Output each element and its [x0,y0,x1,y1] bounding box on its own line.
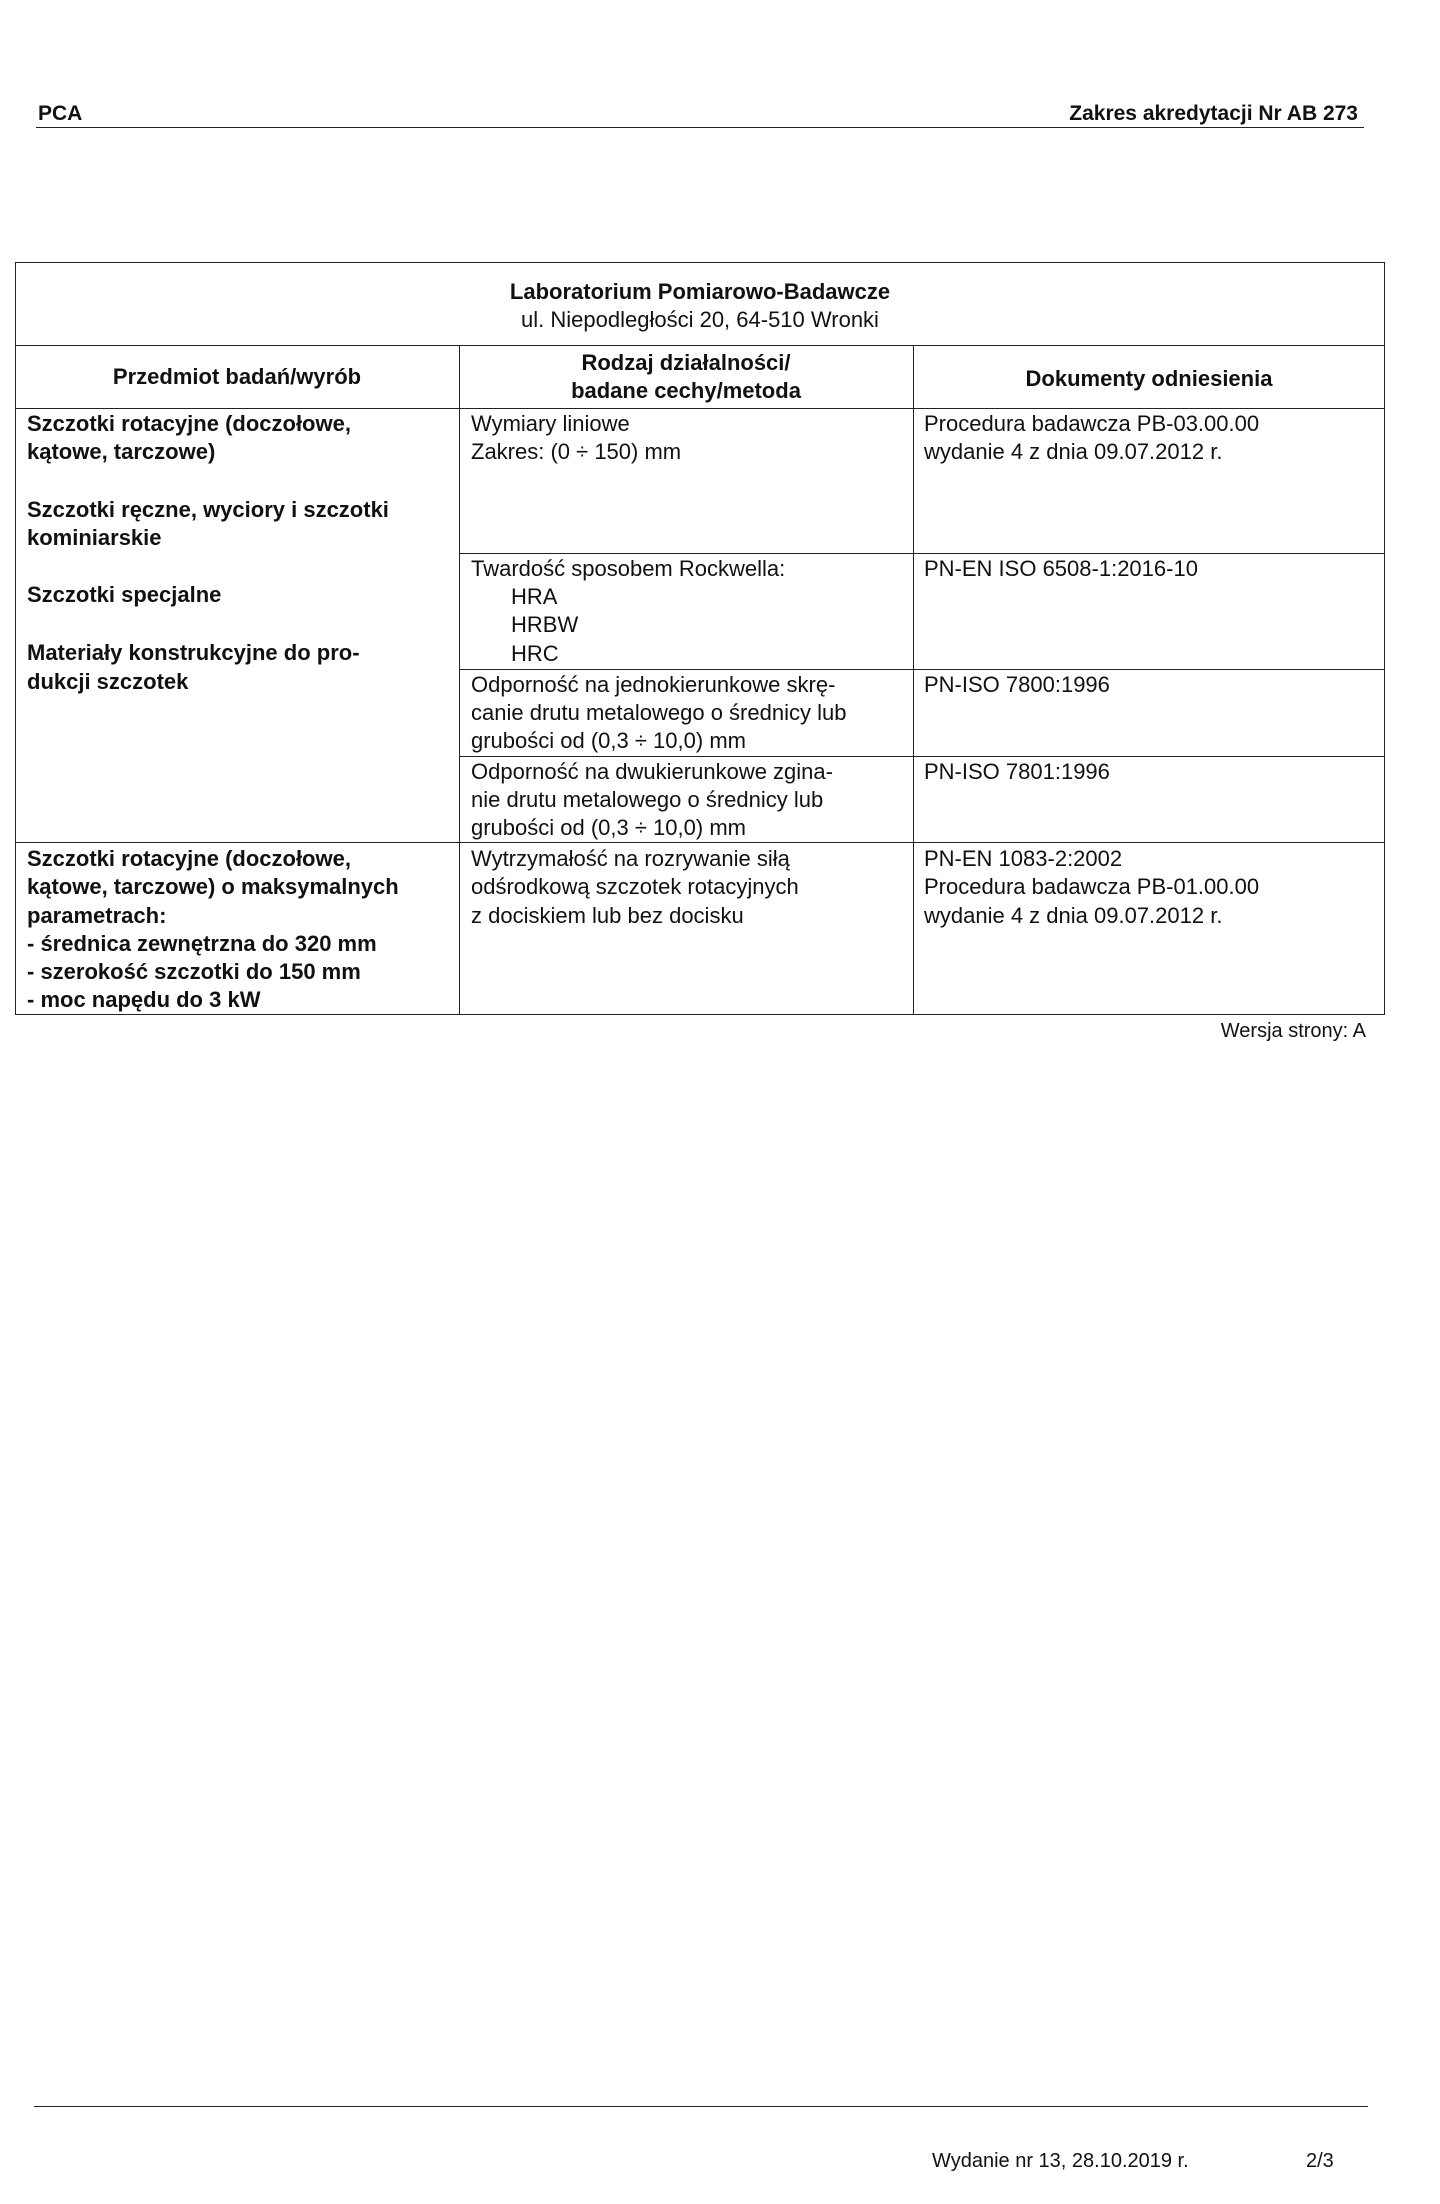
activity-line: grubości od (0,3 ÷ 10,0) mm [471,728,746,753]
activity-line: Zakres: (0 ÷ 150) mm [471,439,682,464]
lab-address: ul. Niepodległości 20, 64-510 Wronki [521,307,879,332]
page-version: Wersja strony: A [1220,1020,1366,1042]
footer-rule [34,2106,1368,2107]
subject-line: Materiały konstrukcyjne do pro- [27,640,360,665]
activity-line: Wymiary liniowe [471,411,630,436]
table-rule-header [15,408,1385,409]
activity-line: canie drutu metalowego o średnicy lub [471,700,847,725]
table-rule-row2 [459,669,1385,670]
table-col-rule-1 [459,345,460,1015]
activity-line: HRA [511,584,558,609]
subject-line: - moc napędu do 3 kW [27,987,261,1012]
col-header-activity-2: badane cechy/metoda [571,378,801,403]
activity-line: Twardość sposobem Rockwella: [471,556,786,581]
activity-line: HRBW [511,612,579,637]
col-header-subject: Przedmiot badań/wyrób [112,364,362,389]
document-line: PN-EN 1083-2:2002 [924,846,1123,871]
table-rule-row4 [15,842,1385,843]
header-org: PCA [38,102,83,125]
document-line: PN-EN ISO 6508-1:2016-10 [924,556,1198,581]
footer-page-number: 2/3 [1306,2150,1334,2172]
document-line: PN-ISO 7800:1996 [924,672,1110,697]
activity-line: grubości od (0,3 ÷ 10,0) mm [471,815,746,840]
header-rule [36,127,1364,128]
footer-edition: Wydanie nr 13, 28.10.2019 r. [932,2150,1189,2172]
activity-line: Odporność na dwukierunkowe zgina- [471,759,833,784]
document-line: wydanie 4 z dnia 09.07.2012 r. [924,439,1223,464]
table-rule-lab [15,345,1385,346]
document-line: PN-ISO 7801:1996 [924,759,1110,784]
table-col-rule-2 [913,345,914,1015]
header-accreditation: Zakres akredytacji Nr AB 273 [1069,102,1358,125]
activity-line: HRC [511,641,559,666]
subject-line: - szerokość szczotki do 150 mm [27,959,361,984]
activity-line: Odporność na jednokierunkowe skrę- [471,672,836,697]
activity-line: odśrodkową szczotek rotacyjnych [471,874,799,899]
document-line: Procedura badawcza PB-03.00.00 [924,411,1260,436]
col-header-documents: Dokumenty odniesienia [1025,366,1273,391]
subject-line: parametrach: [27,903,167,928]
subject-line: kątowe, tarczowe) o maksymalnych [27,874,399,899]
document-line: Procedura badawcza PB-01.00.00 [924,874,1260,899]
subject-line: Szczotki rotacyjne (doczołowe, [27,846,351,871]
subject-line: Szczotki rotacyjne (doczołowe, [27,411,351,436]
subject-line: kątowe, tarczowe) [27,439,216,464]
activity-line: nie drutu metalowego o średnicy lub [471,787,824,812]
subject-line: Szczotki specjalne [27,582,222,607]
subject-line: kominiarskie [27,525,162,550]
table-rule-row3 [459,756,1385,757]
table-rule-row1 [459,553,1385,554]
lab-name: Laboratorium Pomiarowo-Badawcze [509,279,891,304]
activity-line: Wytrzymałość na rozrywanie siłą [471,846,790,871]
subject-line: dukcji szczotek [27,669,189,694]
document-line: wydanie 4 z dnia 09.07.2012 r. [924,903,1223,928]
subject-line: - średnica zewnętrzna do 320 mm [27,931,377,956]
activity-line: z dociskiem lub bez docisku [471,903,744,928]
col-header-activity-1: Rodzaj działalności/ [581,350,791,375]
subject-line: Szczotki ręczne, wyciory i szczotki [27,497,389,522]
